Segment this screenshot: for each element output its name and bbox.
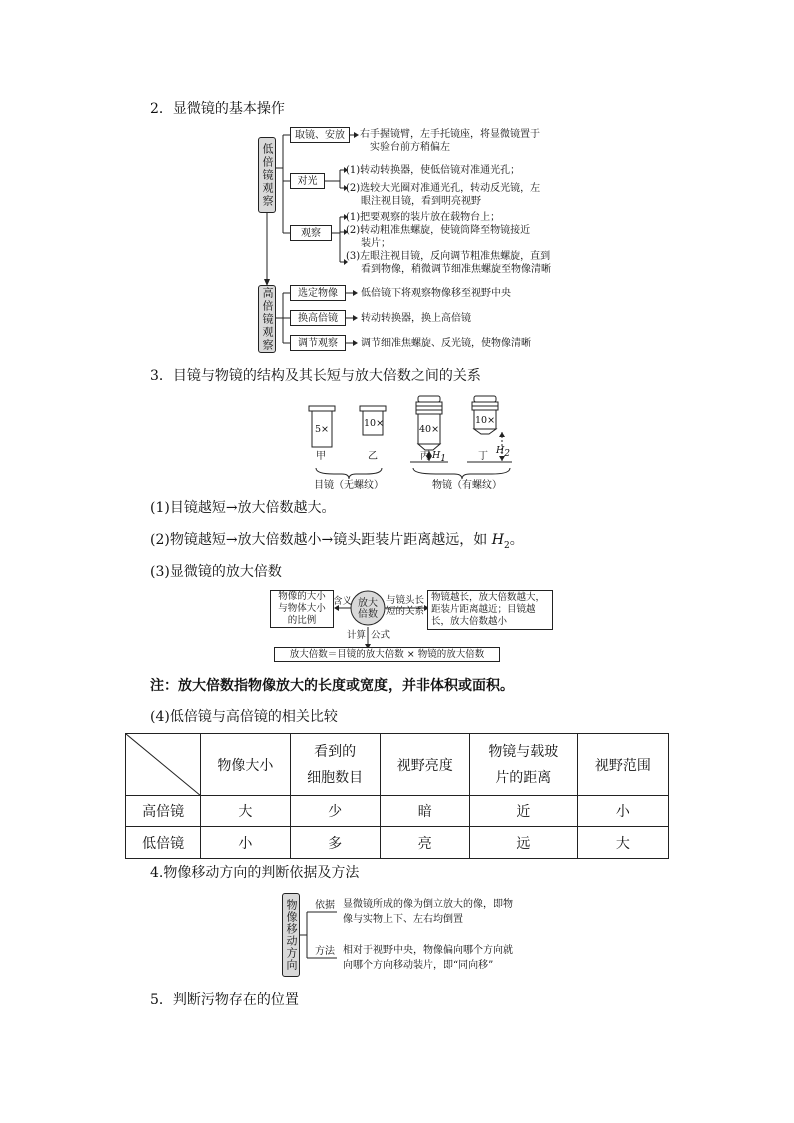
method-text: 相对于视野中央，物像偏向哪个方向就 向哪个方向移动装片，即“同向移” [343, 945, 513, 971]
para-2: (2)物镜越短→放大倍数越小→镜头距装片距离越远，如 $H_2$。 [150, 532, 524, 551]
mag-formula-box: 放大倍数＝目镜的放大倍数 × 物镜的放大倍数 [274, 647, 500, 662]
table-cell: 多 [290, 827, 380, 859]
step-desc-light: (1)转动转换器，使低倍镜对准通光孔； (2)选较大光圈对准通光孔，转动反光镜，左 眼注视目镜，看到明亮视野 [346, 165, 541, 207]
step-desc-switch: 转动转换器，换上高倍镜 [361, 313, 471, 324]
table-header: 视野亮度 [380, 734, 469, 796]
step-box-select: 选定物像 [290, 285, 346, 301]
step-desc-observe: (1)把要观察的装片放在载物台上； (2)转动粗准焦螺旋，使镜筒降至物镜接近 装片； (3)左眼注视目镜，反向调节粗准焦螺旋，直到 看到物像，稍微调节细准焦螺旋至物像清晰 [346, 212, 551, 275]
section-3-title: 3．目镜与物镜的结构及其长短与放大倍数之间的关系 [150, 368, 481, 384]
step-desc-adjust: 调节细准焦螺旋、反光镜，使物像清晰 [361, 338, 531, 349]
table-cell: 小 [577, 796, 668, 827]
lens-name-bing: 丙 [420, 451, 430, 462]
table-header: 视野范围 [577, 734, 668, 796]
lens-name-jia: 甲 [316, 451, 326, 462]
row-label: 低倍镜 [126, 827, 201, 859]
basis-label: 依据 [315, 900, 335, 911]
high-power-group-label: 高倍镜观察 [258, 285, 276, 353]
basis-text: 显微镜所成的像为倒立放大的像，即物 像与实物上下、左右均倒置 [343, 899, 513, 925]
step-box-light: 对光 [290, 173, 325, 189]
table-cell: 暗 [380, 796, 469, 827]
mag-formula-label: 公式 [371, 630, 391, 641]
step-desc-take-place: 右手握镜臂，左手托镜座，将显微镜置于 实验台前方稍偏左 [360, 129, 540, 153]
mag-calc-label: 计算 [347, 630, 367, 641]
mag-center-circle: 放大 倍数 [358, 598, 378, 620]
table-cell: 大 [577, 827, 668, 859]
direction-vertical-label: 物像移动方向 [282, 893, 300, 977]
lens-mag-yi: 10× [364, 418, 385, 429]
note: 注：放大倍数指物像放大的长度或宽度，并非体积或面积。 [150, 678, 514, 694]
table-header: 物镜与载玻 片的距离 [469, 734, 577, 796]
h1-label: $H_1$ [432, 450, 447, 464]
table-cell: 亮 [380, 827, 469, 859]
objective-caption: 物镜（有螺纹） [432, 480, 502, 491]
table-cell: 小 [201, 827, 290, 859]
step-box-take-place: 取镜、安放 [290, 127, 350, 143]
mag-meaning-label: 含义 [333, 596, 353, 607]
row-label: 高倍镜 [126, 796, 201, 827]
low-power-group-label: 低倍镜观察 [258, 137, 276, 213]
step-box-switch: 换高倍镜 [290, 310, 346, 326]
lens-mag-jia: 5× [315, 424, 330, 435]
h2-label: $H_2$ [496, 445, 511, 459]
section-5-title: 5．判断污物存在的位置 [150, 992, 299, 1008]
table-cell: 少 [290, 796, 380, 827]
section-4-title: 4.物像移动方向的判断依据及方法 [150, 865, 360, 881]
step-desc-select: 低倍镜下将观察物像移至视野中央 [361, 288, 511, 299]
para-3: (3)显微镜的放大倍数 [150, 564, 282, 580]
mag-right-box: 物镜越长，放大倍数越大， 距装片距离越近；目镜越 长，放大倍数越小 [427, 590, 553, 630]
eyepiece-caption: 目镜（无螺纹） [314, 480, 384, 491]
table-cell: 大 [201, 796, 290, 827]
lens-mag-bing: 40× [419, 424, 440, 435]
lens-name-ding: 丁 [478, 451, 488, 462]
table-cell: 近 [469, 796, 577, 827]
table-cell: 远 [469, 827, 577, 859]
lens-name-yi: 乙 [368, 451, 378, 462]
step-box-observe: 观察 [290, 225, 332, 241]
table-header: 物像大小 [201, 734, 290, 796]
step-box-adjust: 调节观察 [290, 335, 346, 351]
mag-left-box: 物像的大小 与物体大小 的比例 [270, 590, 334, 628]
section-2-title: 2．显微镜的基本操作 [150, 101, 285, 117]
para-4: (4)低倍镜与高倍镜的相关比较 [150, 709, 338, 725]
para-1: (1)目镜越短→放大倍数越大。 [150, 500, 336, 516]
mag-relation-label: 与镜头长 短的关系 [386, 595, 425, 617]
table-header: 看到的 细胞数目 [290, 734, 380, 796]
lens-mag-ding: 10× [475, 415, 496, 426]
method-label: 方法 [315, 946, 335, 957]
